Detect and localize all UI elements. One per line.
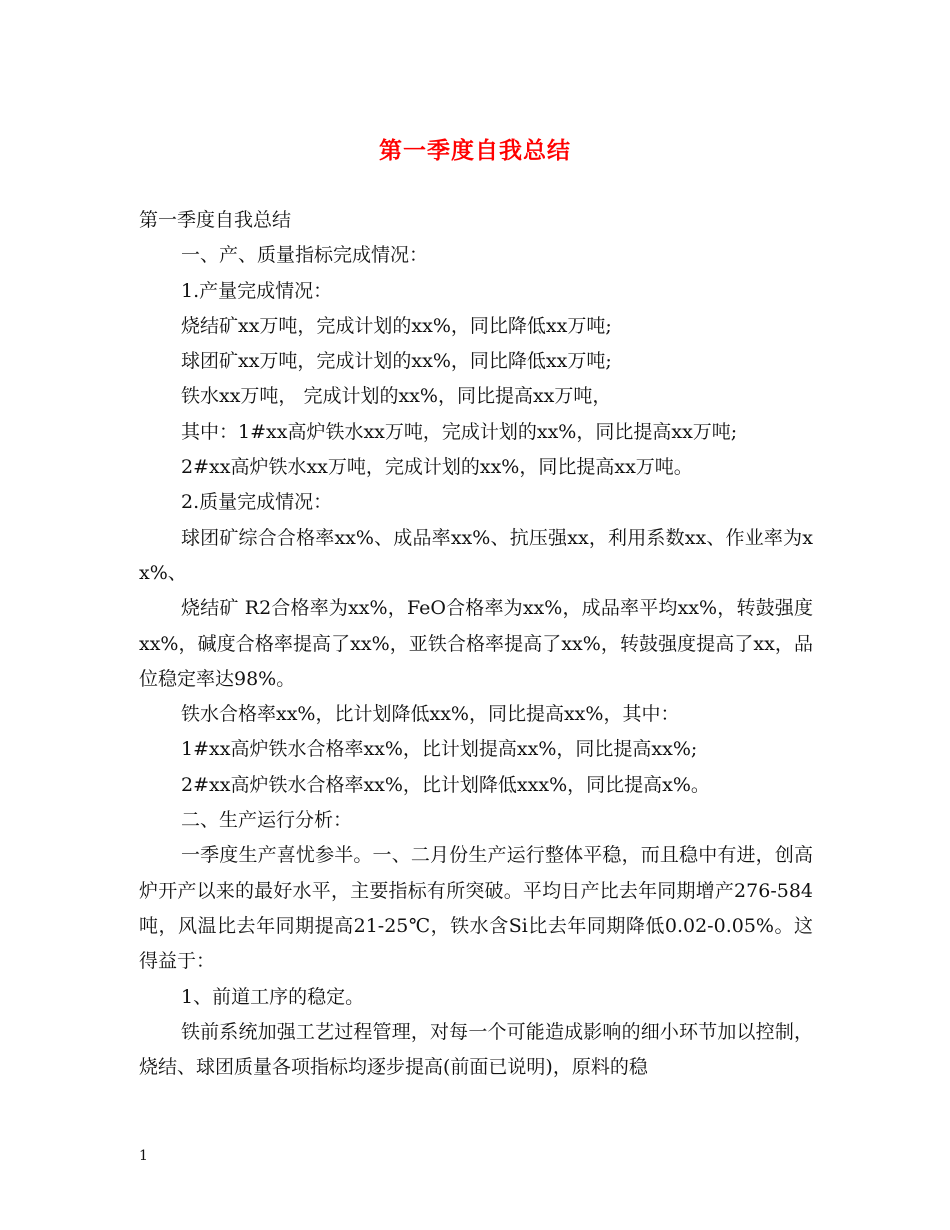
paragraph: 铁水xx万吨， 完成计划的xx%，同比提高xx万吨， <box>181 385 612 408</box>
section-heading: 二、生产运行分析： <box>181 809 353 832</box>
section-heading: 一、产、质量指标完成情况： <box>181 244 429 267</box>
page-number: 1 <box>139 1148 148 1164</box>
subsection-heading: 1、前道工序的稳定。 <box>181 985 365 1008</box>
paragraph: 2#xx高炉铁水合格率xx%，比计划降低xxx%，同比提高x%。 <box>181 773 710 796</box>
paragraph: 铁前系统加强工艺过程管理，对每一个可能造成影响的细小环节加以控制，烧结、球团质量各项指标均逐步提高(前面已说明)，原料的稳 <box>139 1020 813 1079</box>
paragraph: 烧结矿xx万吨，完成计划的xx%，同比降低xx万吨; <box>181 314 612 337</box>
subsection-heading: 1.产量完成情况： <box>181 279 333 302</box>
paragraph: 烧结矿 R2合格率为xx%，FeO合格率为xx%，成品率平均xx%，转鼓强度xx%，碱度合格率提高了xx%，亚铁合格率提高了xx%，转鼓强度提高了xx，品位稳定率达98%。 <box>139 597 813 690</box>
paragraph: 球团矿xx万吨，完成计划的xx%，同比降低xx万吨; <box>181 350 612 373</box>
subsection-heading: 2.质量完成情况： <box>181 491 333 514</box>
paragraph: 一季度生产喜忧参半。一、二月份生产运行整体平稳，而且稳中有进，创高炉开产以来的最好水平，主要指标有所突破。平均日产比去年同期增产276-584吨，风温比去年同期提高21-25℃，铁水含Si比去年同期降低0.02-0.05%。这得益于： <box>139 844 813 973</box>
paragraph: 球团矿综合合格率xx%、成品率xx%、抗压强xx，利用系数xx、作业率为xx%、 <box>139 526 813 584</box>
paragraph: 2#xx高炉铁水xx万吨，完成计划的xx%，同比提高xx万吨。 <box>181 456 693 479</box>
paragraph: 其中：1#xx高炉铁水xx万吨，完成计划的xx%，同比提高xx万吨; <box>181 420 738 443</box>
document-body <box>139 203 813 1085</box>
document-title: 第一季度自我总结 <box>379 137 571 164</box>
paragraph-subtitle: 第一季度自我总结 <box>139 209 292 231</box>
paragraph: 铁水合格率xx%，比计划降低xx%，同比提高xx%，其中： <box>181 703 680 726</box>
paragraph: 1#xx高炉铁水合格率xx%，比计划提高xx%，同比提高xx%; <box>181 738 698 761</box>
